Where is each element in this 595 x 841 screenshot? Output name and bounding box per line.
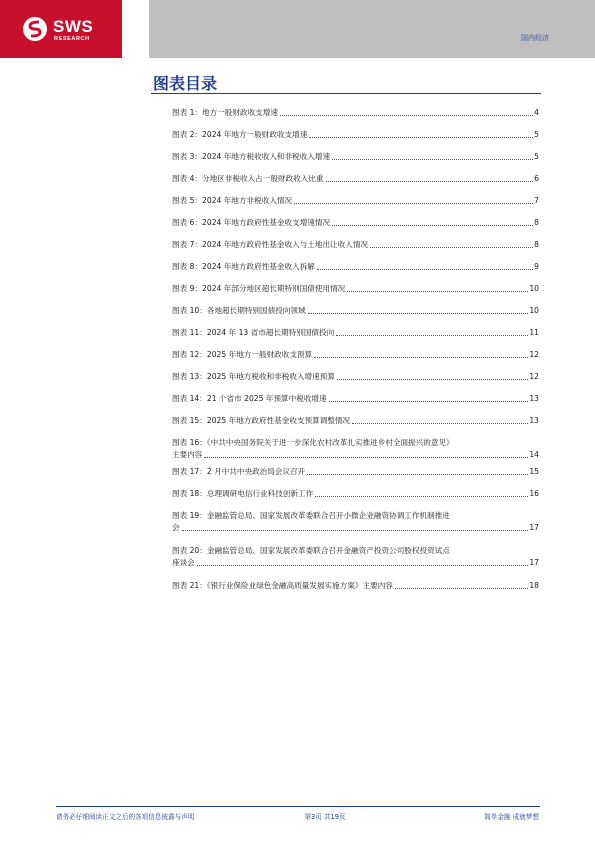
toc-entry[interactable] — [172, 129, 539, 141]
toc-entry[interactable] — [172, 283, 539, 295]
toc-leader-dots — [326, 181, 534, 182]
toc-entry-page: 11 — [529, 328, 539, 337]
toc-entry-label: 图表 14：21 个省市 2025 年预算中税收增速 — [172, 394, 327, 403]
toc-leader-dots — [370, 247, 533, 248]
toc-entry-page: 13 — [529, 394, 539, 403]
toc-list — [172, 107, 539, 592]
toc-entry-label: 图表 5：2024 年地方非税收入情况 — [172, 196, 293, 205]
toc-entry-label: 会 — [172, 523, 180, 532]
toc-entry-page: 4 — [534, 108, 539, 117]
toc-entry-page: 12 — [529, 350, 539, 359]
toc-entry-label: 图表 15：2025 年地方政府性基金收支预算调整情况 — [172, 416, 351, 425]
toc-entry-page: 17 — [529, 558, 539, 567]
toc-entry-label-line1: 图表 19：金融监管总局、国家发展改革委联合召开小微企业融资协调工作机制推进 — [172, 511, 450, 520]
toc-leader-dots — [204, 457, 528, 458]
toc-entry[interactable] — [172, 261, 539, 273]
toc-entry-page: 12 — [529, 372, 539, 381]
footer-slogan: 简单金融 成就梦想 — [484, 813, 539, 821]
toc-leader-dots — [395, 588, 528, 589]
toc-leader-dots — [317, 269, 533, 270]
toc-entry[interactable] — [172, 580, 539, 592]
toc-entry-page: 8 — [534, 218, 539, 227]
logo-text: SWS — [53, 17, 94, 36]
toc-entry-page: 8 — [534, 240, 539, 249]
toc-leader-dots — [197, 565, 529, 566]
toc-leader-dots — [294, 203, 533, 204]
toc-entry-page: 10 — [529, 284, 539, 293]
toc-leader-dots — [337, 379, 528, 380]
toc-entry-page: 7 — [534, 196, 539, 205]
toc-entry-page: 14 — [529, 450, 539, 459]
toc-entry-label: 图表 1：地方一般财政收支增速 — [172, 108, 278, 117]
toc-entry[interactable] — [172, 327, 539, 339]
toc-entry[interactable] — [172, 371, 539, 383]
toc-leader-dots — [314, 357, 528, 358]
toc-leader-dots — [280, 115, 533, 116]
toc-leader-dots — [332, 159, 533, 160]
toc-entry-label: 图表 9：2024 年部分地区超长期特别国债使用情况 — [172, 284, 346, 293]
header-gap — [122, 0, 149, 58]
footer-disclaimer: 请务必仔细阅读正文之后的各项信息披露与声明 — [56, 813, 195, 821]
toc-leader-dots — [347, 291, 528, 292]
toc-title-rule — [151, 93, 541, 94]
toc-entry-label: 图表 12：2025 年地方一般财政收支预算 — [172, 350, 313, 359]
toc-entry-label-line1: 图表 16：《中共中央国务院关于进一步深化农村改革扎实推进乡村全面振兴的意见》 — [172, 438, 454, 447]
toc-leader-dots — [352, 423, 528, 424]
toc-leader-dots — [329, 401, 529, 402]
toc-leader-dots — [182, 530, 529, 531]
page-number: 第3页 共19页 — [304, 813, 346, 821]
logo-subtext: RESEARCH — [54, 36, 90, 42]
toc-entry[interactable] — [172, 415, 539, 427]
toc-leader-dots — [332, 225, 533, 226]
toc-leader-dots — [307, 474, 528, 475]
toc-entry-label: 图表 7：2024 年地方政府性基金收入与土地出让收入情况 — [172, 240, 369, 249]
toc-leader-dots — [336, 335, 528, 336]
toc-entry-label: 图表 21：《银行业保险业绿色金融高质量发展实施方案》主要内容 — [172, 581, 393, 590]
header-bar — [149, 0, 595, 58]
footer-rule — [56, 806, 540, 807]
toc-entry-page: 9 — [534, 262, 539, 271]
toc-entry-label: 图表 18：总理调研电信行业科技创新工作 — [172, 489, 314, 498]
toc-entry-page: 10 — [529, 306, 539, 315]
brand-logo — [0, 0, 122, 58]
toc-entry[interactable] — [172, 437, 539, 461]
toc-entry-label: 图表 2：2024 年地方一般财政收支增速 — [172, 130, 308, 139]
toc-leader-dots — [308, 313, 529, 314]
toc-entry[interactable] — [172, 173, 539, 185]
toc-entry-label: 图表 6：2024 年地方政府性基金收支增速情况 — [172, 218, 331, 227]
toc-entry-label: 图表 11：2024 年 13 省市超长期特别国债投向 — [172, 328, 335, 337]
toc-entry-page: 16 — [529, 489, 539, 498]
toc-entry-page: 5 — [534, 130, 539, 139]
toc-leader-dots — [315, 496, 528, 497]
toc-entry-page: 17 — [529, 523, 539, 532]
toc-entry[interactable] — [172, 151, 539, 163]
toc-entry[interactable] — [172, 349, 539, 361]
toc-entry[interactable] — [172, 305, 539, 317]
toc-entry-page: 13 — [529, 416, 539, 425]
toc-entry-page: 5 — [534, 152, 539, 161]
toc-entry[interactable] — [172, 239, 539, 251]
toc-entry-label-line1: 图表 20：金融监管总局、国家发展改革委联合召开金融资产投资公司股权投资试点 — [172, 546, 450, 555]
sws-logo-icon — [22, 16, 48, 42]
toc-entry-page: 6 — [534, 174, 539, 183]
toc-entry-label: 图表 3：2024 年地方税收收入和非税收入增速 — [172, 152, 331, 161]
toc-entry[interactable] — [172, 510, 539, 534]
toc-entry-page: 15 — [529, 467, 539, 476]
toc-entry-label: 主要内容 — [172, 450, 203, 459]
toc-title: 图表目录 — [153, 74, 218, 93]
toc-entry[interactable] — [172, 107, 539, 119]
toc-entry[interactable] — [172, 195, 539, 207]
toc-entry-page: 18 — [529, 581, 539, 590]
toc-entry-label: 座谈会 — [172, 558, 195, 567]
toc-entry-label: 图表 10：各地超长期特别国债投向领域 — [172, 306, 306, 315]
toc-entry[interactable] — [172, 393, 539, 405]
toc-entry[interactable] — [172, 217, 539, 229]
toc-entry[interactable] — [172, 466, 539, 478]
toc-entry[interactable] — [172, 545, 539, 569]
toc-entry[interactable] — [172, 488, 539, 500]
toc-leader-dots — [309, 137, 533, 138]
toc-entry-label: 图表 13：2025 年地方税收和非税收入增速预算 — [172, 372, 335, 381]
toc-entry-label: 图表 17：2 月中共中央政治局会议召开 — [172, 467, 306, 476]
toc-entry-label: 图表 8：2024 年地方政府性基金收入拆解 — [172, 262, 315, 271]
section-label: 国内经济 — [521, 34, 549, 42]
toc-entry-label: 图表 4：分地区非税收入占一般财政收入比重 — [172, 174, 324, 183]
